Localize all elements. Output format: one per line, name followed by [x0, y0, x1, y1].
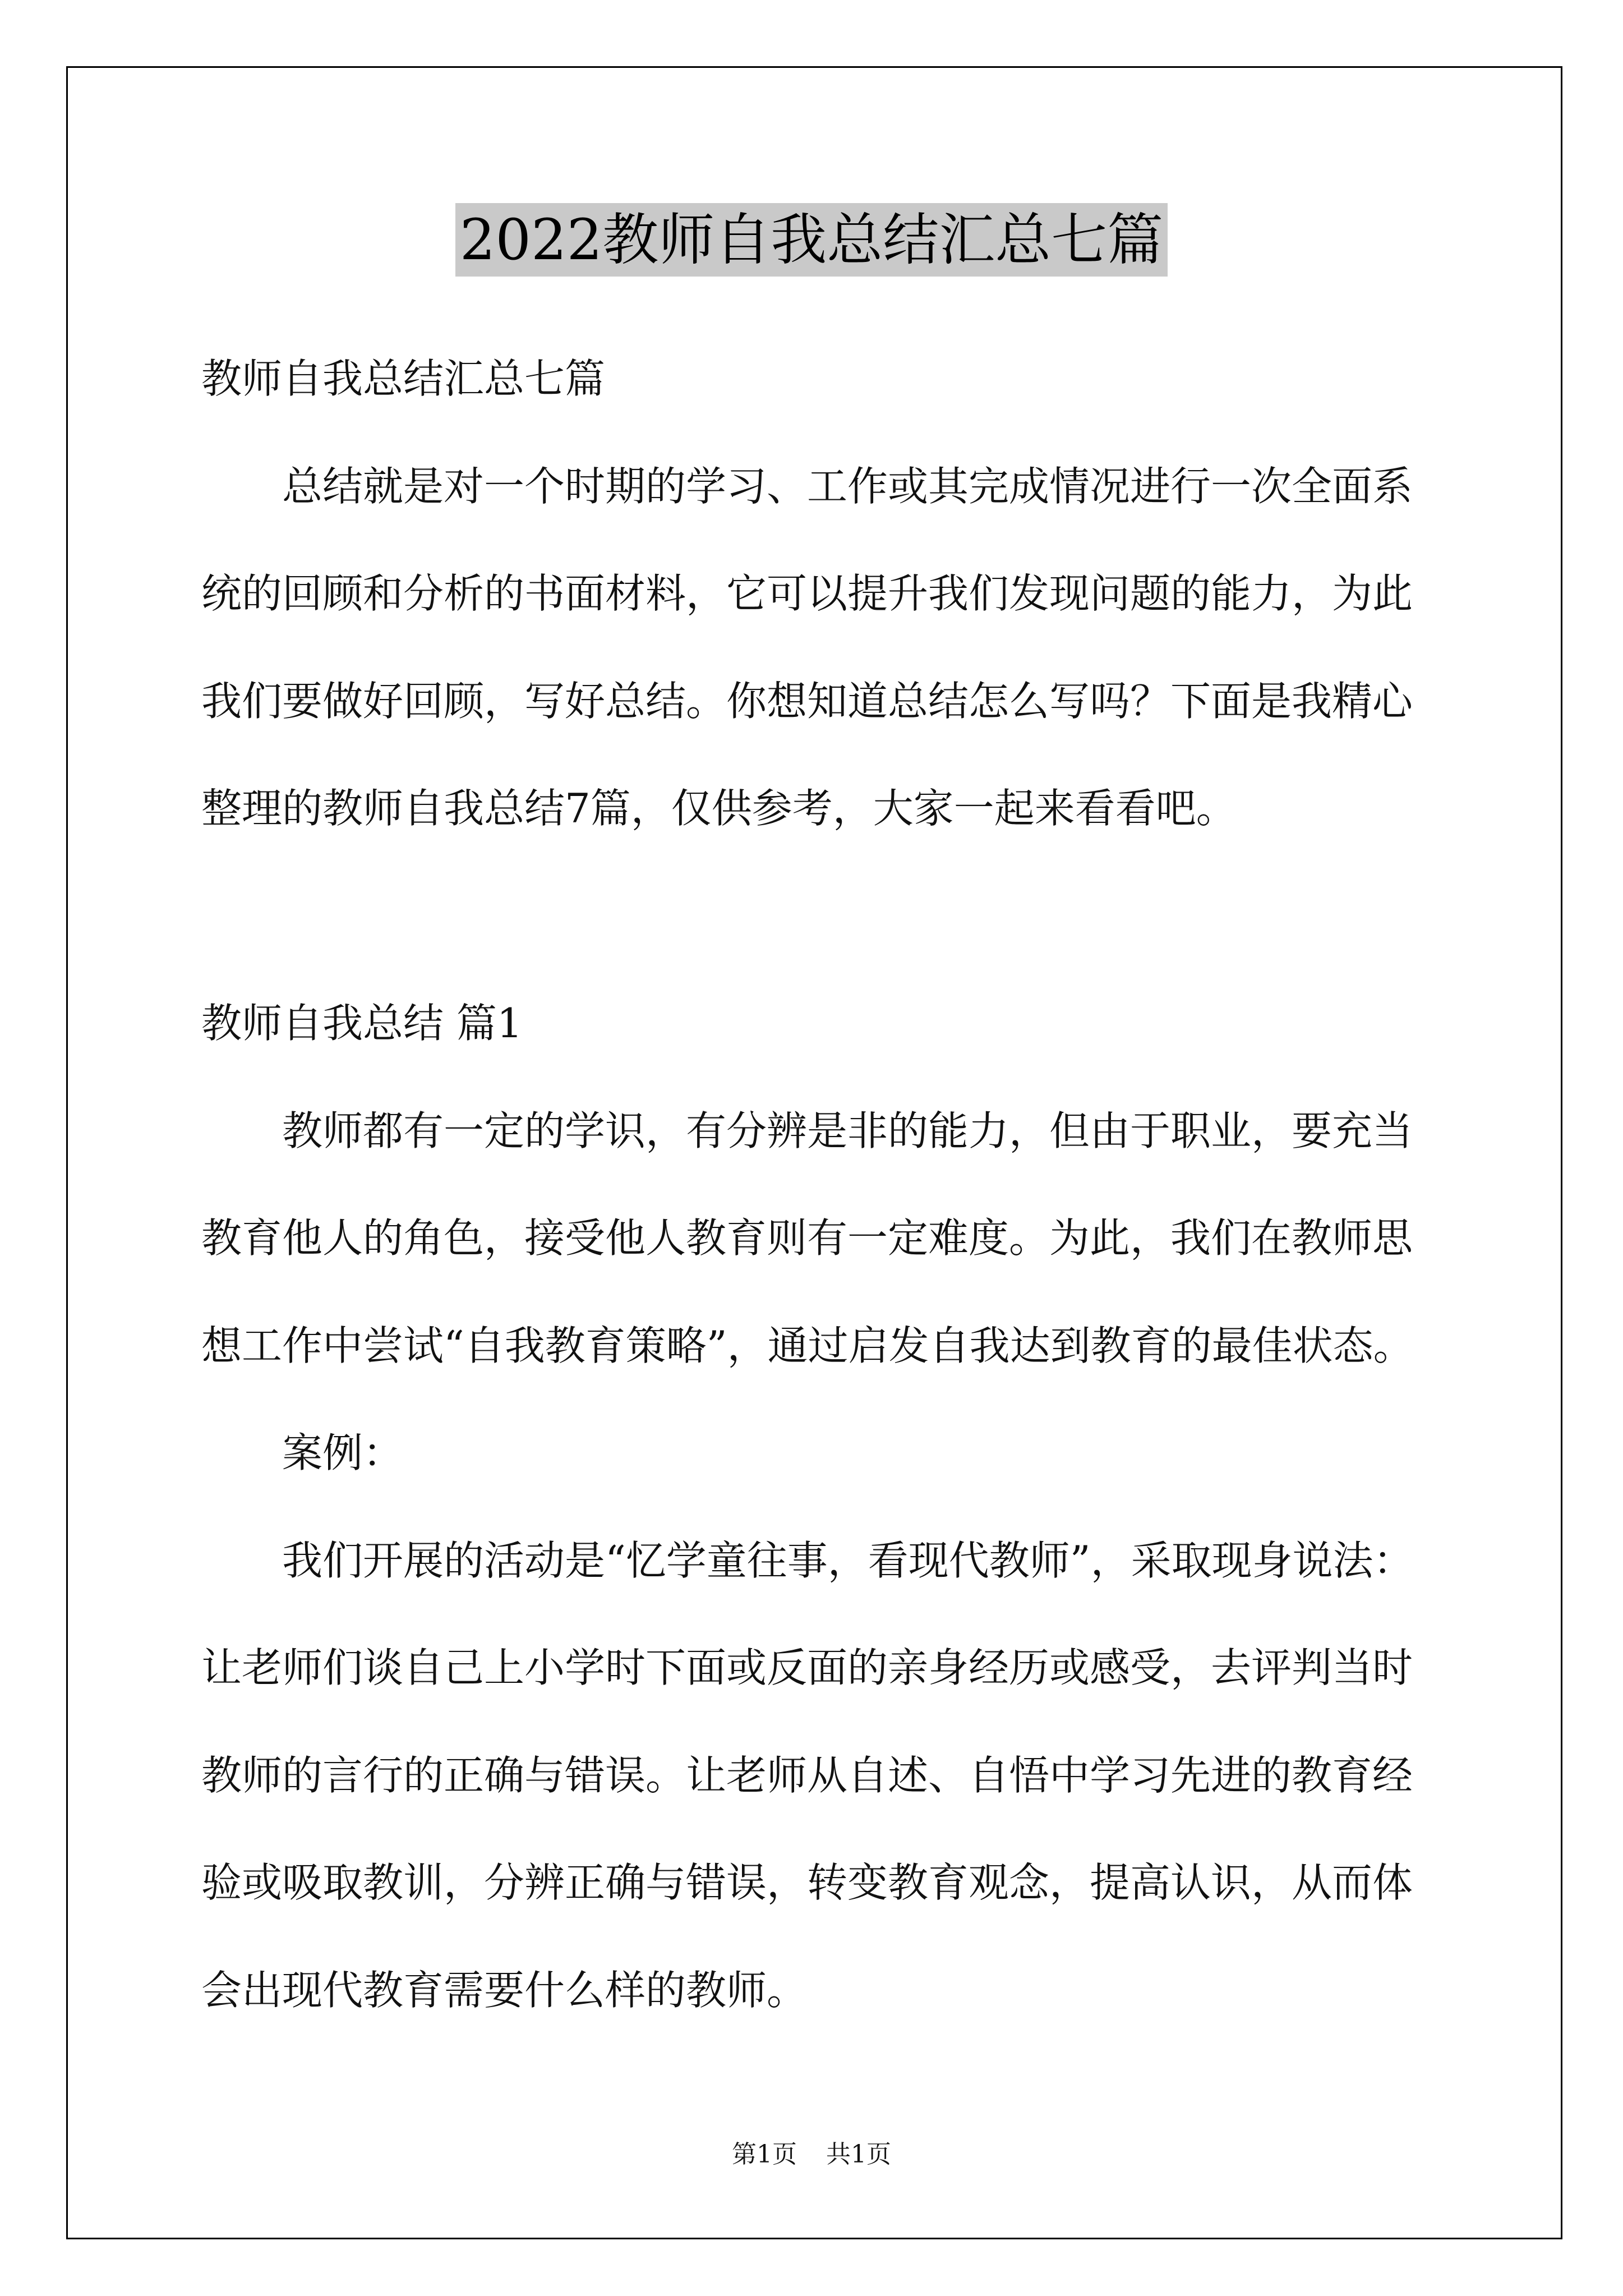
paragraph-line: 想工作中尝试“自我教育策略”，通过启发自我达到教育的最佳状态。	[201, 1322, 1414, 1369]
footer-page-number: 第1页	[732, 2140, 797, 2169]
paragraph-line: 整理的教师自我总结7篇，仅供参考，大家一起来看看吧。	[201, 785, 1237, 832]
document-title: 2022教师自我总结汇总七篇	[455, 203, 1168, 277]
title-area	[0, 203, 1623, 277]
paragraph-line: 教育他人的角色，接受他人教育则有一定难度。为此，我们在教师思	[201, 1214, 1413, 1262]
section-paragraph	[201, 1078, 1491, 1400]
page-footer	[0, 2138, 1623, 2171]
document-body	[201, 325, 1491, 2044]
section-paragraph	[201, 1400, 1491, 1507]
paragraph-line: 教师的言行的正确与错误。让老师从自述、自悟中学习先进的教育经	[201, 1751, 1413, 1799]
footer-total-pages: 共1页	[826, 2140, 891, 2169]
paragraph-line: 我们开展的活动是“忆学童往事，看现代教师”，采取现身说法：	[282, 1536, 1414, 1584]
paragraph-line: 总结就是对一个时期的学习、工作或其完成情况进行一次全面系	[282, 462, 1413, 510]
paragraph-line: 会出现代教育需要什么样的教师。	[201, 1966, 808, 2014]
intro-paragraph	[201, 433, 1491, 863]
paragraph-line: 案例：	[282, 1429, 404, 1476]
section-heading: 教师自我总结 篇1	[201, 1000, 523, 1047]
paragraph-line: 统的回顾和分析的书面材料，它可以提升我们发现问题的能力，为此	[201, 570, 1413, 617]
paragraph-line: 验或吸取教训，分辨正确与错误，转变教育观念，提高认识，从而体	[201, 1859, 1413, 1906]
document-subtitle: 教师自我总结汇总七篇	[201, 355, 606, 402]
paragraph-line: 我们要做好回顾，写好总结。你想知道总结怎么写吗？下面是我精心	[201, 677, 1413, 725]
paragraph-line: 教师都有一定的学识，有分辨是非的能力，但由于职业，要充当	[282, 1107, 1413, 1154]
paragraph-line: 让老师们谈自己上小学时下面或反面的亲身经历或感受，去评判当时	[201, 1644, 1413, 1691]
section-paragraph	[201, 1507, 1491, 2045]
